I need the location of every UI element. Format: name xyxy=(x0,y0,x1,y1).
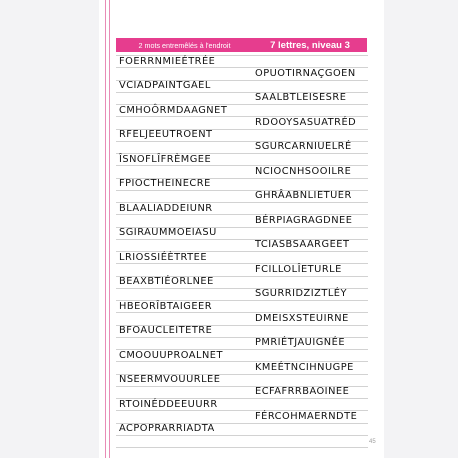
puzzle-left: BLAALIADDEIUNR xyxy=(119,202,213,214)
puzzle-right: KMEÉTNCIHNUGPE xyxy=(255,361,354,373)
banner-level: 7 lettres, niveau 3 xyxy=(270,39,350,51)
ruled-line xyxy=(116,435,368,436)
puzzle-left: SGIRAUMMOEIASU xyxy=(119,227,217,238)
puzzle-right: NCIOCNHSOOILRE xyxy=(255,165,352,177)
margin-line xyxy=(109,0,110,458)
puzzle-left: CMHOÔRMDAAGNET xyxy=(119,104,228,116)
puzzle-left: ÎSNOFLÎFRÈMGEE xyxy=(119,153,212,165)
puzzle-right: ECFAFRRBAOINEE xyxy=(255,386,350,398)
puzzle-left: CMOOUUPROALNET xyxy=(119,349,223,361)
puzzle-right: RDOOYSASUATRÉD xyxy=(255,116,357,128)
puzzle-left: RTOINÉDDEEUURR xyxy=(119,398,218,410)
puzzle-right: SGURRIDZIZTLÉY xyxy=(255,288,347,300)
title-banner xyxy=(116,38,367,52)
puzzle-right: DMEISXSTEUIRNE xyxy=(255,312,349,324)
puzzle-right: GHRÂABNLIETUER xyxy=(255,190,352,202)
puzzle-right: TCIASBSAARGEET xyxy=(255,239,350,251)
puzzle-left: BEAXBTIÉORLNEE xyxy=(119,276,214,287)
puzzle-left: NSEERMVOUURLEE xyxy=(119,374,221,385)
puzzle-right: SGURCARNIUELRÉ xyxy=(255,141,352,153)
page-number: 45 xyxy=(369,439,376,445)
puzzle-left: LRIOSSIÉÈTRTEE xyxy=(119,251,208,263)
puzzle-right: BÉRPIAGRAGDNEE xyxy=(255,214,353,226)
puzzle-left: ACPOPRARRIADTA xyxy=(119,423,215,434)
banner-subtitle: 2 mots entremêlés à l'endroit xyxy=(138,40,231,50)
puzzle-left: FPIOCTHEINECRE xyxy=(119,178,211,189)
ruled-line xyxy=(116,447,368,448)
puzzle-left: HBEORÎBTAIGEER xyxy=(119,300,212,312)
puzzle-right: FÉRCOHMAERNDTE xyxy=(255,410,358,422)
puzzle-right: FCILLOLÎETURLE xyxy=(255,263,342,275)
puzzle-left: RFELJEEUTROENT xyxy=(119,129,213,140)
puzzle-left: FOERRNMIEÉTRÉE xyxy=(119,55,216,67)
puzzle-left: VCIADPAINTGAEL xyxy=(119,80,211,91)
puzzle-left: BFOAUCLEITETRE xyxy=(119,325,213,336)
puzzle-right: OPUOTIRNAÇGOEN xyxy=(255,67,356,79)
puzzle-right: PMRIÉTJAUIGNÉE xyxy=(255,337,346,349)
puzzle-right: SAALBTLEISESRE xyxy=(255,92,347,104)
margin-line xyxy=(105,0,106,458)
